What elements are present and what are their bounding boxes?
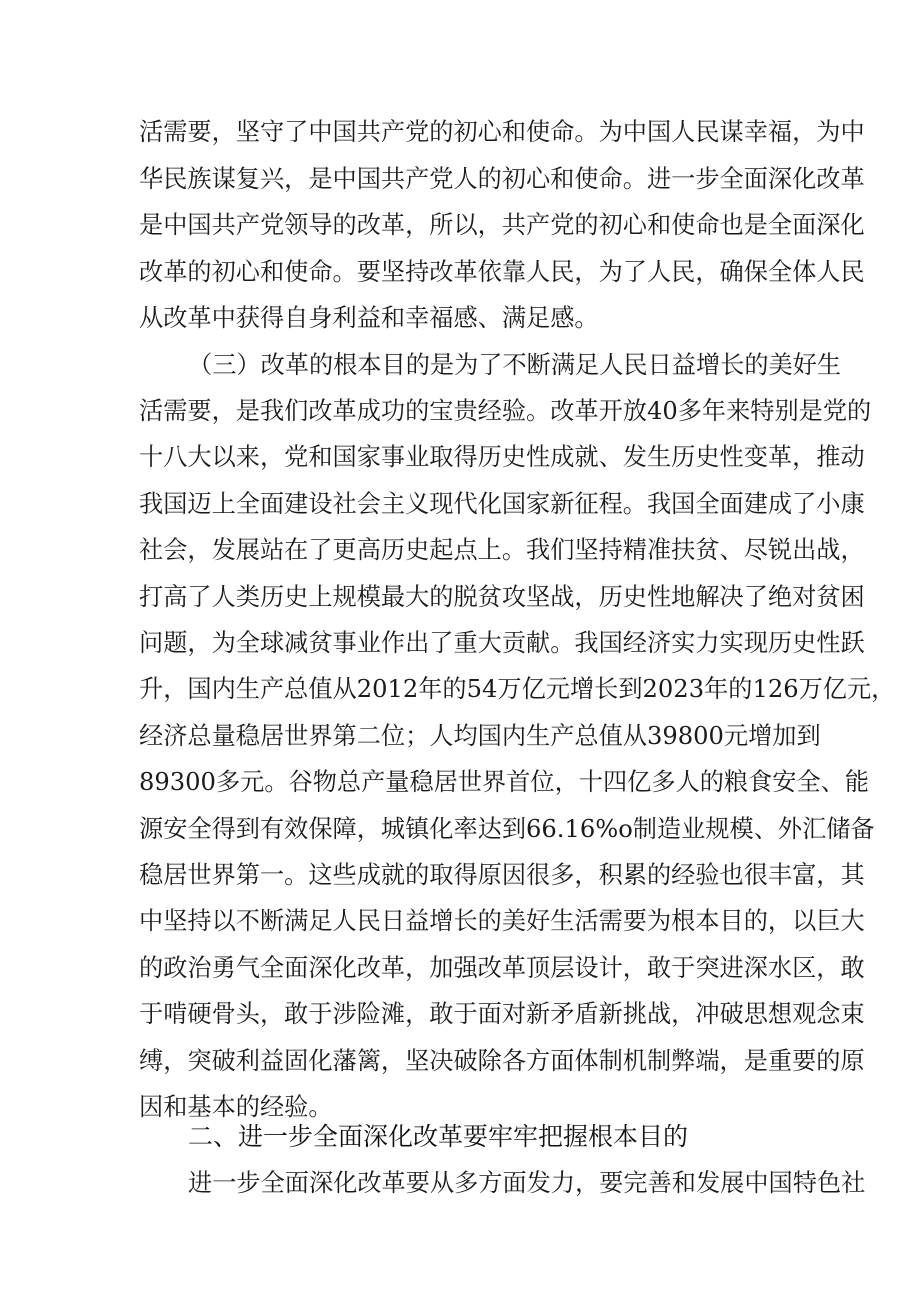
text-line: 从改革中获得自身利益和幸福感、满足感。 bbox=[139, 304, 599, 332]
text-line: 中坚持以不断满足人民日益增长的美好生活需要为根本目的，以巨大 bbox=[139, 907, 865, 935]
text-line: 改革的初心和使命。要坚持改革依靠人民，为了人民，确保全体人民 bbox=[139, 258, 865, 286]
text-line: （三）改革的根本目的是为了不断满足人民日益增长的美好生 bbox=[188, 351, 842, 379]
text-line: 打高了人类历史上规模最大的脱贫攻坚战，历史性地解决了绝对贫困 bbox=[139, 583, 865, 611]
text-line: 因和基本的经验。 bbox=[139, 1093, 333, 1121]
text-line: 稳居世界第一。这些成就的取得原因很多，积累的经验也很丰富，其 bbox=[139, 861, 865, 889]
text-line: 的政治勇气全面深化改革，加强改革顶层设计，敢于突进深水区，敢 bbox=[139, 954, 865, 982]
text-line: 活需要，是我们改革成功的宝贵经验。改革开放40多年来特别是党的 bbox=[139, 397, 872, 425]
text-line: 89300多元。谷物总产量稳居世界首位，十四亿多人的粮食安全、能 bbox=[139, 768, 870, 796]
section-heading: 二、进一步全面深化改革要牢牢把握根本目的 bbox=[188, 1122, 689, 1151]
text-line: 是中国共产党领导的改革，所以，共产党的初心和使命也是全面深化 bbox=[139, 211, 865, 239]
text-line: 升，国内生产总值从2012年的54万亿元增长到2023年的126万亿元， bbox=[139, 675, 896, 703]
text-line: 问题，为全球减贫事业作出了重大贡献。我国经济实力实现历史性跃 bbox=[139, 629, 865, 657]
text-line: 经济总量稳居世界第二位；人均国内生产总值从39800元增加到 bbox=[139, 722, 821, 750]
text-line: 我国迈上全面建设社会主义现代化国家新征程。我国全面建成了小康 bbox=[139, 490, 865, 518]
text-line: 华民族谋复兴，是中国共产党人的初心和使命。进一步全面深化改革 bbox=[139, 165, 865, 193]
text-line: 社会，发展站在了更高历史起点上。我们坚持精准扶贫、尽锐出战， bbox=[139, 536, 865, 564]
text-line: 于啃硬骨头，敢于涉险滩，敢于面对新矛盾新挑战，冲破思想观念束 bbox=[139, 1000, 865, 1028]
text-line: 进一步全面深化改革要从多方面发力，要完善和发展中国特色社 bbox=[188, 1169, 866, 1197]
text-line: 缚，突破利益固化藩篱，坚决破除各方面体制机制弊端，是重要的原 bbox=[139, 1047, 865, 1075]
text-line: 十八大以来，党和国家事业取得历史性成就、发生历史性变革，推动 bbox=[139, 443, 865, 471]
text-line: 源安全得到有效保障，城镇化率达到66.16%o制造业规模、外汇储备 bbox=[139, 815, 875, 843]
text-line: 活需要，坚守了中国共产党的初心和使命。为中国人民谋幸福，为中 bbox=[139, 118, 865, 146]
